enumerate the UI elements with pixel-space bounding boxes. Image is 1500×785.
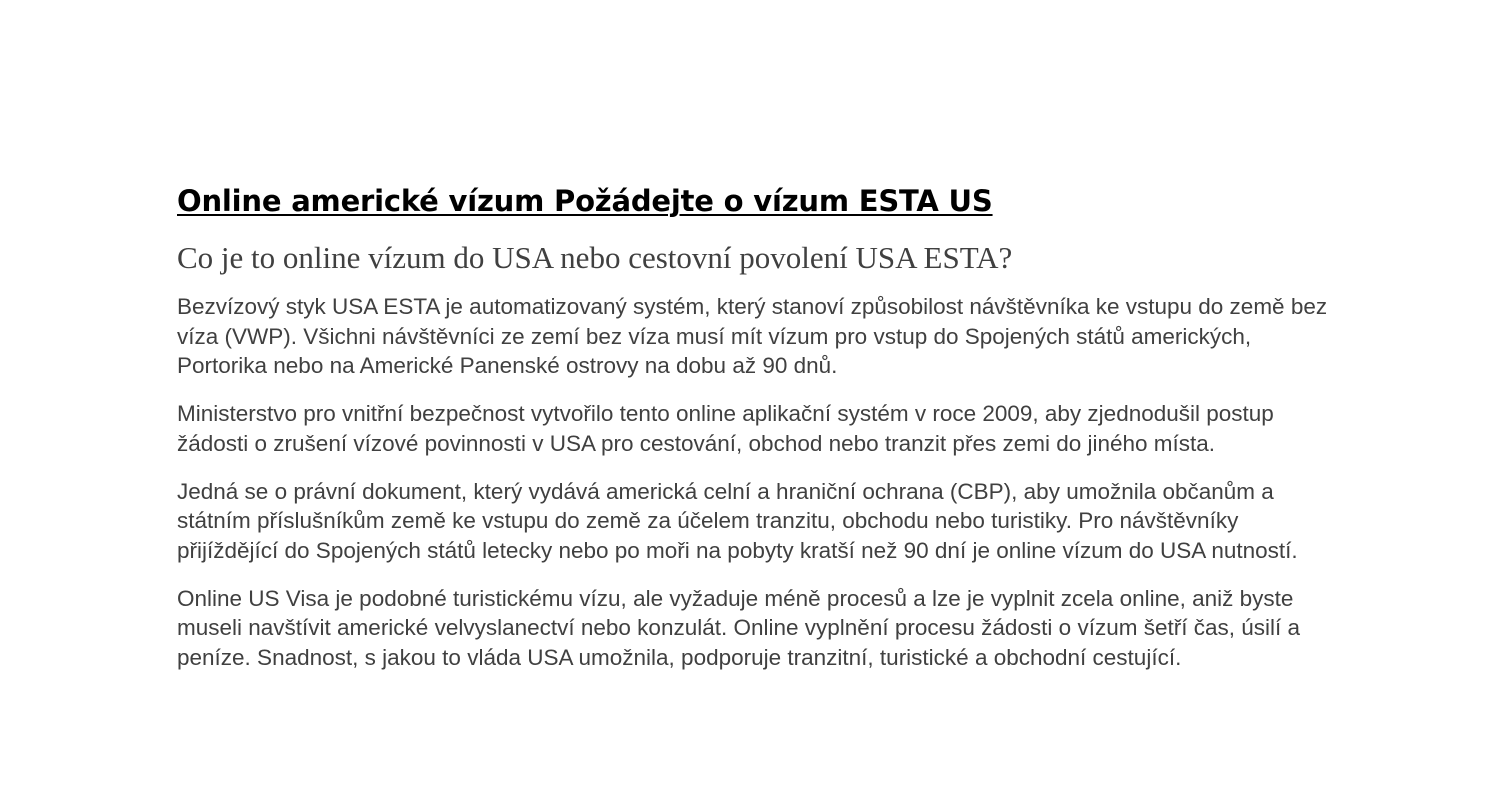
- document-title: Online americké vízum Požádejte o vízum ESTA US: [177, 184, 993, 218]
- section-heading: Co je to online vízum do USA nebo cestovní povolení USA ESTA?: [177, 240, 1013, 275]
- paragraph-esta-overview: Bezvízový styk USA ESTA je automatizovaný systém, který stanoví způsobilost návštěvníka ke vstupu do země bez víza (VWP). Všichni návštěvníci ze zemí bez víza musí mít vízum pro vstup do Spojených států amerických, Portorika nebo na Americké Panenské ostrovy na dobu až 90 dnů.: [177, 294, 1328, 379]
- paragraph-legal-document: Jedná se o právní dokument, který vydává americká celní a hraniční ochrana (CBP), aby umožnila občanům a státním příslušníkům země ke vstupu do země za účelem tranzitu, obchodu nebo turistiky. Pro návštěvníky přijíždějící do Spojených států letecky nebo po moři na pobyty kratší než 90 dní je online vízum do USA nutností.: [177, 478, 1298, 563]
- paragraph-online-benefits: Online US Visa je podobné turistickému vízu, ale vyžaduje méně procesů a lze je vyplnit zcela online, aniž byste museli navštívit americké velvyslanectví nebo konzulát. Online vyplnění procesu žádosti o vízum šetří čas, úsilí a peníze. Snadnost, s jakou to vláda USA umožnila, podporuje tranzitní, turistické a obchodní cestující.: [177, 585, 1301, 671]
- paragraph-dhs-history: Ministerstvo pro vnitřní bezpečnost vytvořilo tento online aplikační systém v roce 2009, aby zjednodušil postup žádosti o zrušení vízové povinnosti v USA pro cestování, obchod nebo tranzit přes zemi do jiného místa.: [177, 401, 1274, 456]
- document-body: [177, 180, 1337, 691]
